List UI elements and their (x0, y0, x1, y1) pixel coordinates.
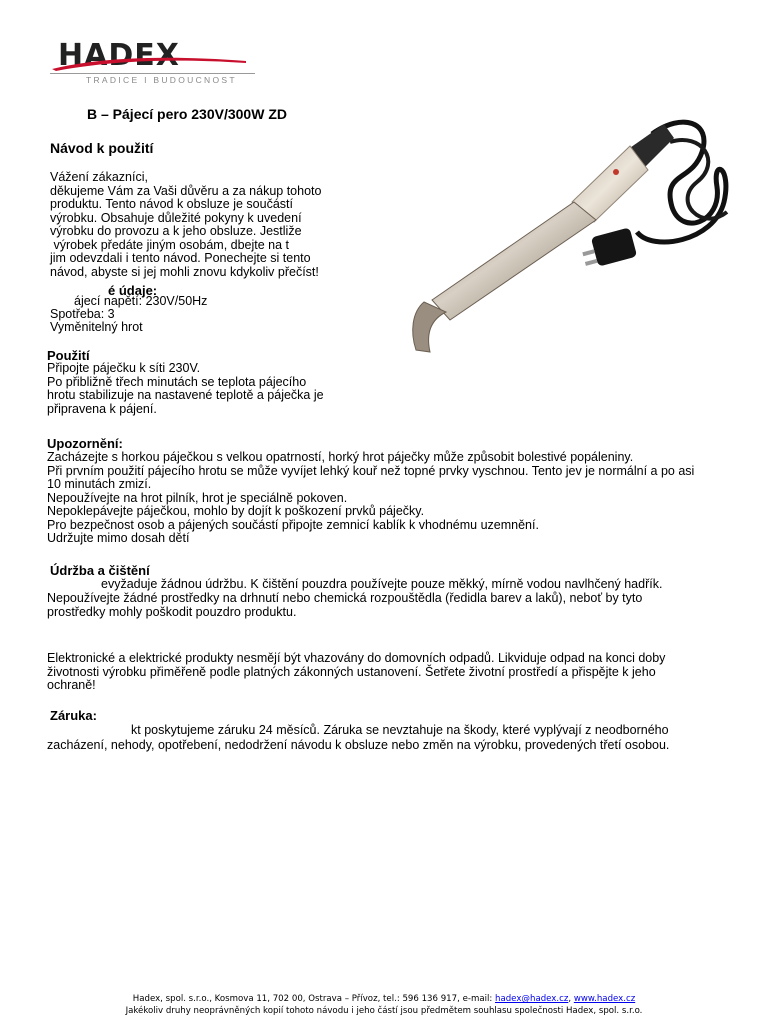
intro-block (50, 171, 346, 279)
usage-line: hrotu stabilizuje na nastavené teplotě a páječka je (47, 388, 324, 402)
disposal-line: ochraně! (47, 678, 96, 692)
warning-line: Při prvním použití pájecího hrotu se může vyvíjet lehký kouř než topné prvky vyschnou. Tento jev je normální a po asi (47, 463, 695, 478)
warranty-heading: Záruka: (50, 708, 97, 723)
manual-heading: Návod k použití (50, 140, 154, 156)
maintenance-line: prostředky mohly poškodit pouzdro produktu. (47, 605, 297, 619)
maintenance-heading: Údržba a čištění (50, 563, 150, 578)
intro-line: jim odevzdali i tento návod. Ponechejte si tento (50, 251, 311, 265)
usage-block (47, 362, 324, 416)
warning-line: Pro bezpečnost osob a pájených součástí připojte zemnicí kablík k vhodnému uzemnění. (47, 517, 539, 532)
footer-address: Hadex, spol. s.r.o., Kosmova 11, 702 00, Ostrava – Přívoz, tel.: 596 136 917, e-mail: (132, 994, 496, 1004)
disposal-block (47, 652, 665, 693)
soldering-iron-image (402, 112, 747, 357)
usage-heading: Použití (47, 348, 90, 363)
intro-line: výrobku do provozu a k jeho obsluze. Jestliže (50, 224, 302, 238)
brand-tagline: TRADICE I BUDOUCNOST (86, 75, 237, 85)
disposal-line: Elektronické a elektrické produkty nesmějí být vhazovány do domovních odpadů. Likviduje odpad na konci doby (47, 651, 666, 665)
warranty-line: zacházení, nehody, opotřebení, nedodržení návodu k obsluze nebo změn na výrobku, provedených třetí osobou. (47, 738, 670, 752)
intro-line: produktu. Tento návod k obsluze je součástí (50, 197, 293, 211)
website-link[interactable]: www.hadex.cz (573, 994, 636, 1004)
product-title: B – Pájecí pero 230V/300W ZD (87, 106, 287, 122)
disposal-line: životnosti výrobku přiměřeně podle platných zákonných ustanovení. Šetřete životní prostředí a přispějte k jeho (47, 664, 656, 679)
warning-line: 10 minutách zmizí. (47, 477, 152, 491)
maintenance-line: evyžaduje žádnou údržbu. K čištění pouzdra používejte pouze měkký, mírně vodou navlhčený hadřík. (101, 577, 663, 591)
warning-line: Udržujte mimo dosah dětí (47, 531, 190, 545)
footer-separator: , (568, 994, 574, 1004)
brand-logo: HADEX (58, 38, 180, 73)
usage-line: Po přibližně třech minutách se teplota pájecího (47, 374, 307, 389)
intro-line: děkujeme Vám za Vaši důvěru a za nákup tohoto (50, 183, 322, 198)
footer-contact (0, 994, 768, 1004)
usage-line: připravena k pájení. (47, 401, 157, 416)
warning-line: Nepoužívejte na hrot pilník, hrot je speciálně pokoven. (47, 490, 348, 505)
email-link[interactable]: hadex@hadex.cz (495, 994, 569, 1004)
specs-heading: é údaje: (108, 283, 158, 298)
intro-line: výrobek předáte jiným osobám, dbejte na t (50, 237, 290, 252)
greeting: Vážení zákazníci, (50, 170, 148, 184)
intro-line: návod, abyste si jej mohli znovu kdykoliv přečíst! (50, 264, 319, 279)
warning-heading: Upozornění: (47, 436, 123, 451)
maintenance-line: Nepoužívejte žádné prostředky na drhnutí nebo chemická rozpouštědla (ředidla barev a laků), neboť by tyto (47, 591, 643, 605)
warranty-line: kt poskytujeme záruku 24 měsíců. Záruka se nevztahuje na škody, které vyplývají z neodborného (131, 723, 669, 737)
usage-line: Připojte páječku k síti 230V. (47, 361, 201, 375)
warning-line: Zacházejte s horkou páječkou s velkou opatrností, horký hrot páječky může způsobit bolestivé popáleniny. (47, 450, 634, 464)
logo-divider (50, 73, 255, 74)
spec-power: Spotřeba: 3 (50, 307, 115, 321)
logo-swoosh-icon (50, 55, 255, 73)
warning-block (47, 451, 694, 546)
warning-line: Nepoklepávejte páječkou, mohlo by dojít k poškození prvků páječky. (47, 504, 425, 518)
footer-copyright: Jakékoliv druhy neoprávněných kopií tohoto návodu i jeho částí jsou předmětem souhlasu společnosti Hadex, spol. s.r.o. (125, 1006, 643, 1016)
spec-tip: Vyměnitelný hrot (50, 320, 143, 334)
spec-voltage: ájecí napětí: 230V/50Hz (74, 294, 208, 308)
intro-line: výrobku. Obsahuje důležité pokyny k uvedení (50, 210, 302, 225)
